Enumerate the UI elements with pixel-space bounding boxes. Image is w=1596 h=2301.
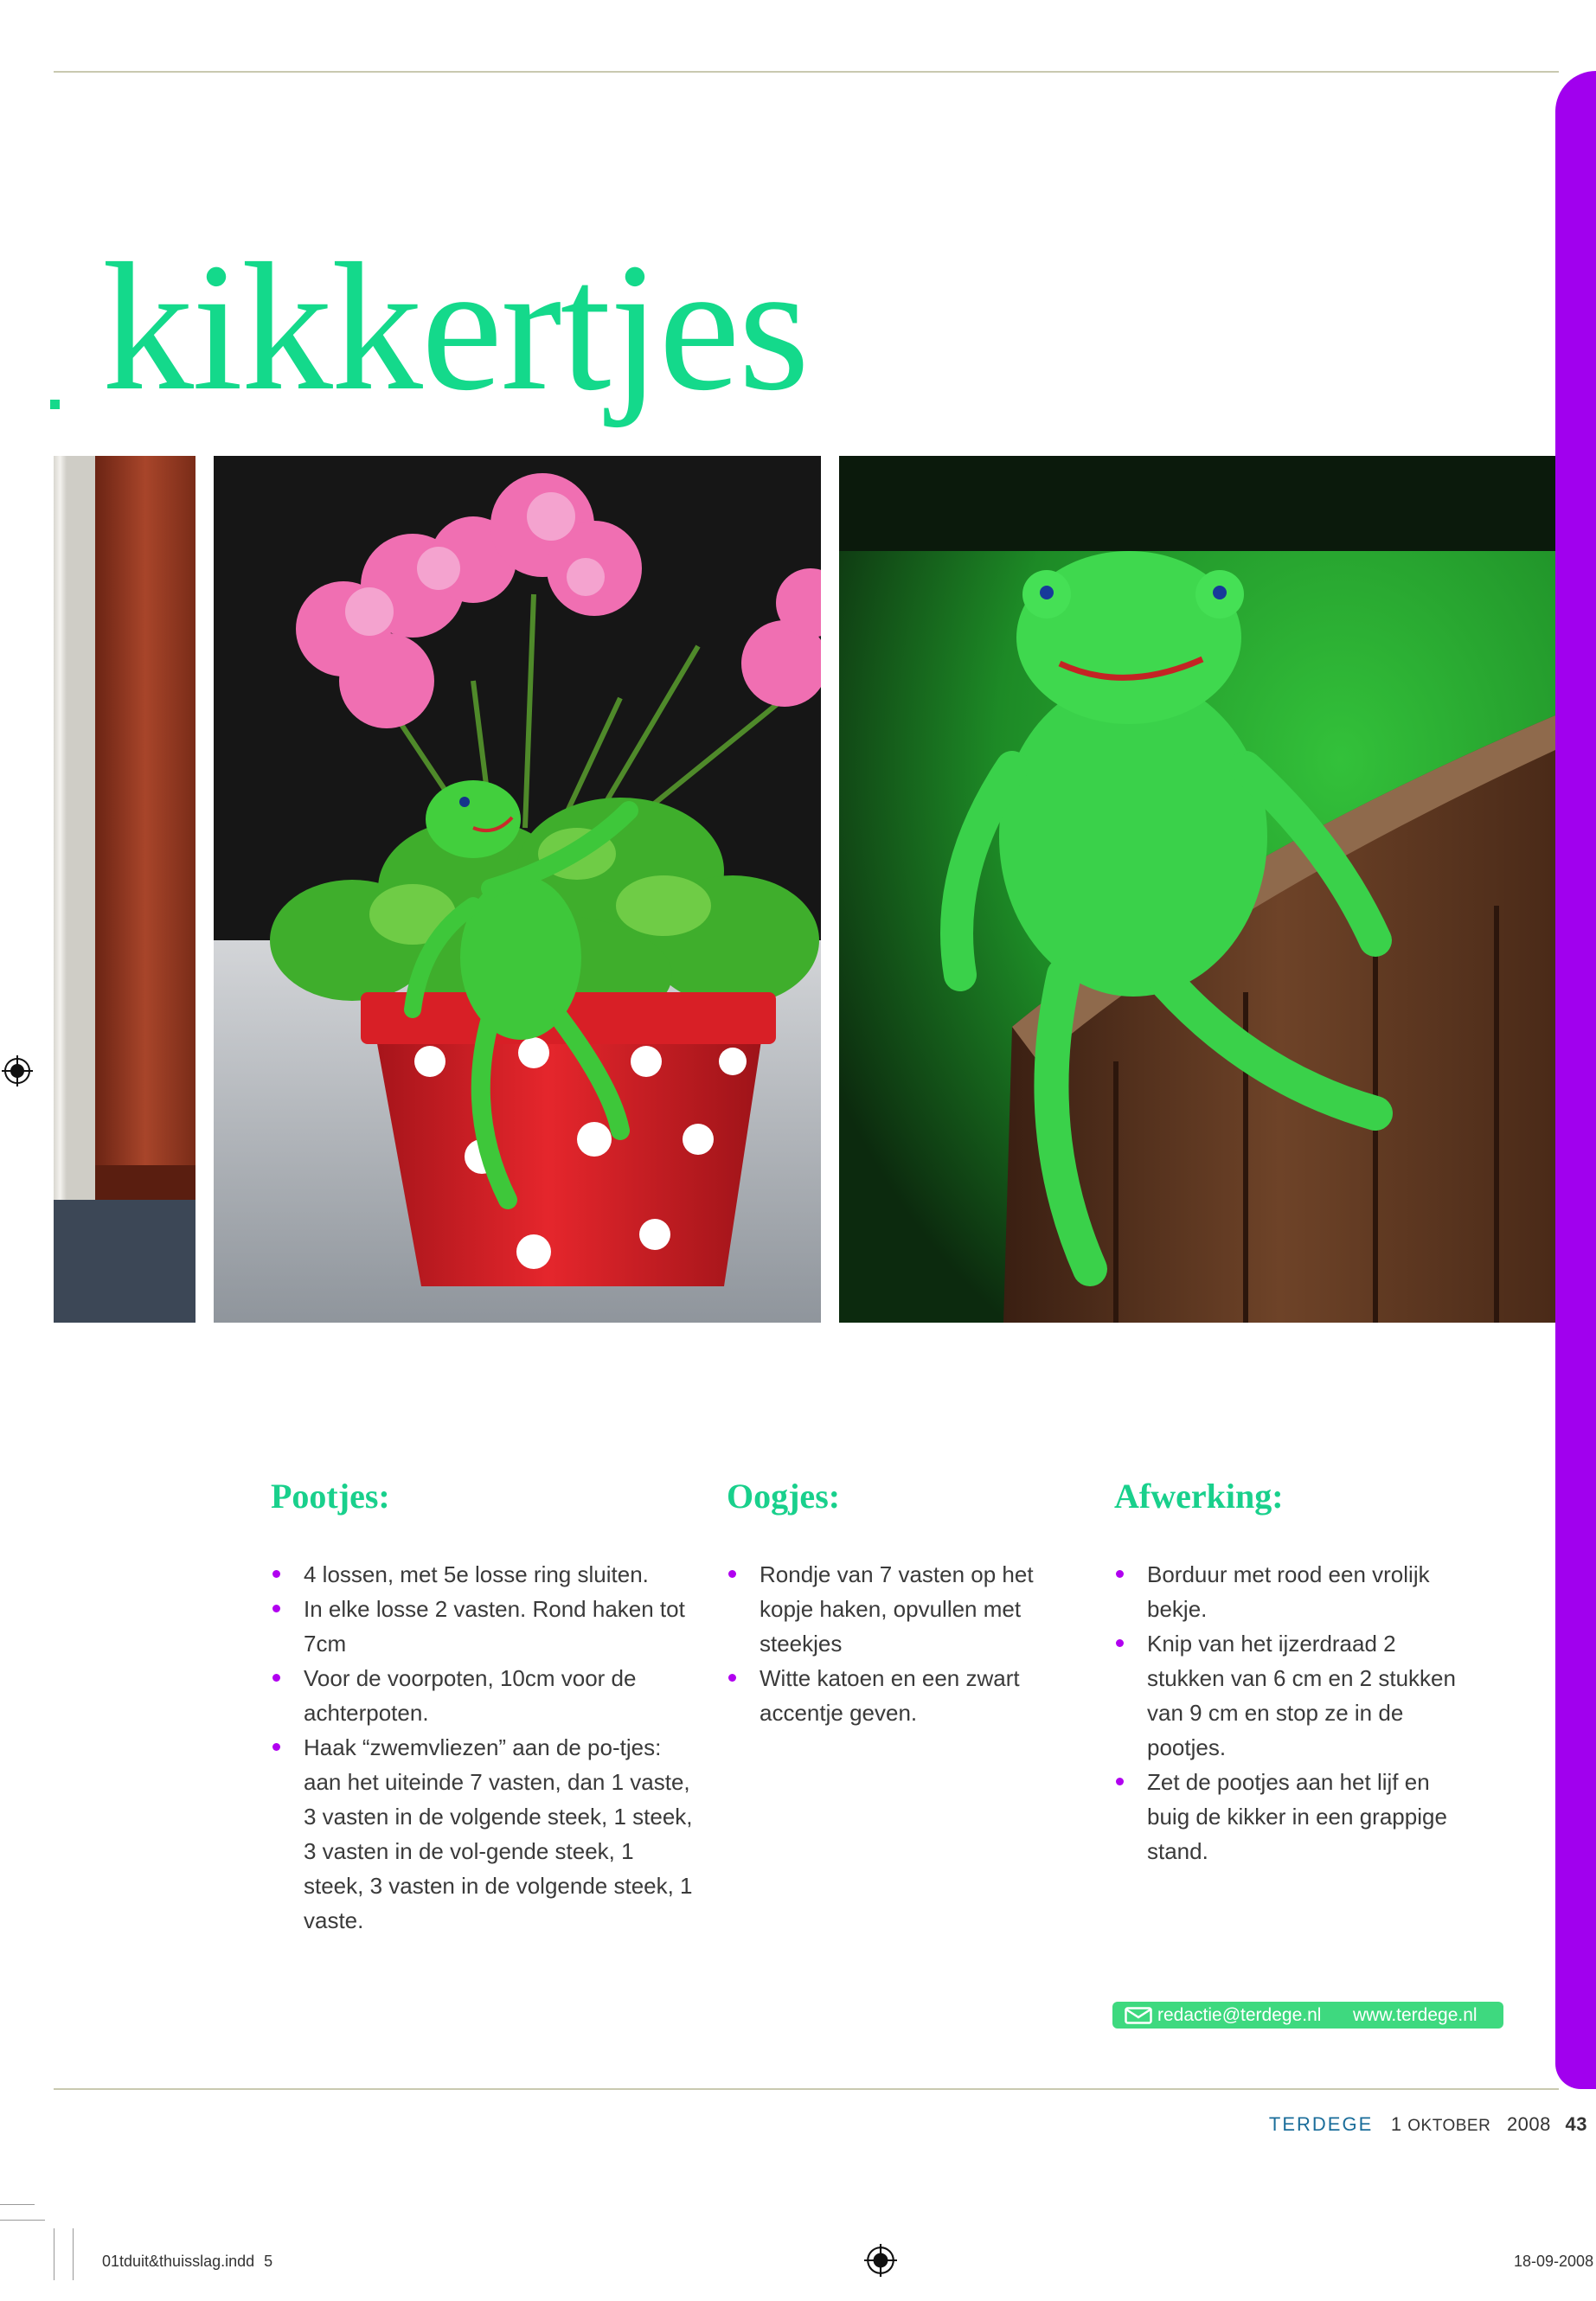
list-item: Witte katoen en een zwart accentje geven. [727,1661,1064,1730]
registration-mark-icon [2,1055,33,1086]
slug-page: 5 [264,2253,273,2270]
footer-day: 1 [1390,2113,1402,2135]
list-oogjes [727,1557,1064,1730]
crop-mark [0,2220,45,2221]
list-item: Knip van het ijzerdraad 2 stukken van 6 cm en 2 stukken van 9 cm en stop ze in de pootjes. [1114,1626,1460,1765]
top-rule [54,71,1559,73]
list-item: Rondje van 7 vasten op het kopje haken, opvullen met steekjes [727,1557,1064,1661]
photo-frog-on-bench [839,456,1555,1323]
list-item: Borduur met rood een vrolijk bekje. [1114,1557,1460,1626]
footer-magazine: TERDEGE [1268,2113,1374,2135]
list-pootjes [271,1557,695,1938]
page-title: kikkertjes [102,225,808,428]
list-item: 4 lossen, met 5e losse ring sluiten. [271,1557,695,1592]
slug-filename: 01tduit&thuisslag.indd [102,2253,255,2270]
contact-website[interactable]: www.terdege.nl [1353,2005,1477,2025]
crop-mark [73,2228,74,2280]
side-color-bar [1555,71,1596,2089]
list-item: Voor de voorpoten, 10cm voor de achterpoten. [271,1661,695,1730]
footer-year: 2008 [1506,2113,1551,2135]
contact-email[interactable]: redactie@terdege.nl [1157,2005,1322,2025]
page-footer [1269,2113,1587,2136]
list-item: In elke losse 2 vasten. Rond haken tot 7cm [271,1592,695,1661]
photo-frog-in-flowerpot [214,456,821,1323]
crop-mark [0,2204,35,2205]
footer-page-number: 43 [1565,2113,1587,2135]
heading-pootjes: Pootjes: [271,1477,390,1516]
photo-frog-in-flowerpot-image [214,456,821,1323]
bottom-rule [54,2088,1559,2090]
footer-month: OKTOBER [1407,2117,1491,2135]
contact-bar [1112,2002,1503,2029]
registration-mark-icon [864,2244,897,2277]
list-item: Zet de pootjes aan het lijf en buig de kikker in een grappige stand. [1114,1765,1460,1868]
photo-strip-left-image [54,456,195,1323]
title-dot [50,400,60,409]
list-item: Haak “zwemvliezen” aan de po-tjes: aan het uiteinde 7 vasten, dan 1 vaste, 3 vasten in de volgende steek, 1 steek, 3 vasten in de vol-gende steek, 1 steek, 3 vasten in de volgende steek, 1 vaste. [271,1730,695,1938]
slug-date: 18-09-2008 [1514,2253,1594,2270]
heading-afwerking: Afwerking: [1114,1477,1284,1516]
heading-oogjes: Oogjes: [727,1477,841,1516]
photo-frog-on-bench-image [839,456,1555,1323]
slug-file [102,2253,272,2271]
envelope-icon [1125,2007,1152,2024]
photo-strip-left [54,456,195,1323]
list-afwerking [1114,1557,1460,1868]
